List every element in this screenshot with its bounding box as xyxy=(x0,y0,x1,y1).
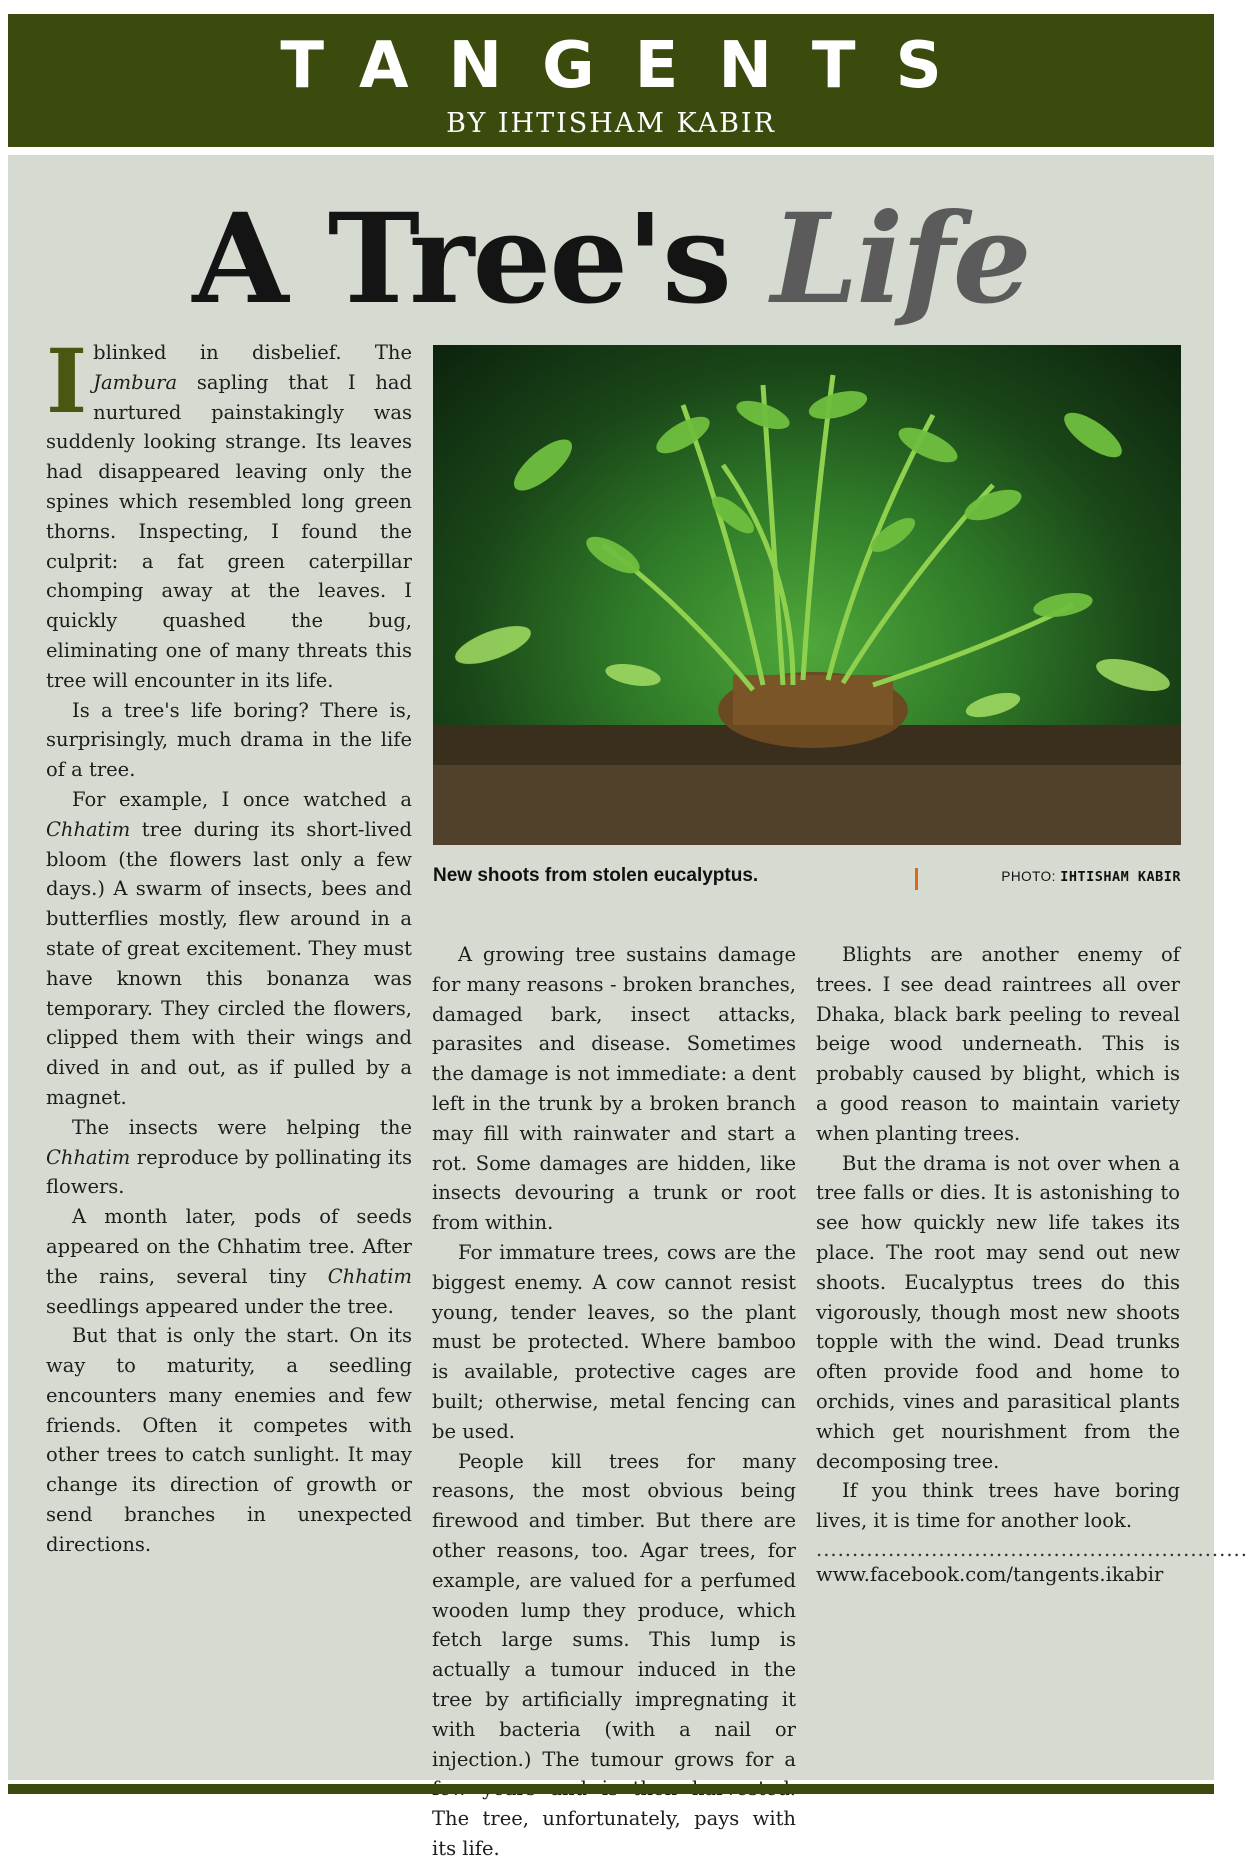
credit-label: PHOTO: xyxy=(1001,869,1056,884)
masthead xyxy=(8,14,1214,147)
caption-divider xyxy=(915,868,918,890)
text-span: sapling that I had nurtured painstakingly was suddenly looking strange. Its leaves had disappeared leaving only the spines which resembled long green thorns. Inspecting, I found the culprit: a fat green caterpillar chomping away at the leaves. I quickly quashed the bug, eliminating one of many threats this tree will encounter in its life. xyxy=(46,370,412,692)
credit-name: IHTISHAM KABIR xyxy=(1060,869,1181,885)
photo-caption xyxy=(433,865,1181,895)
text-span: seedlings appeared under the tree. xyxy=(46,1294,394,1318)
bottom-rule xyxy=(8,1784,1214,1794)
caption-text: New shoots from stolen eucalyptus. xyxy=(433,865,759,886)
photo-illustration xyxy=(433,345,1181,845)
paragraph-8: For immature trees, cows are the biggest enemy. A cow cannot resist young, tender leaves, so the plant must be protected. Where bamboo is available, protective cages are built; otherwise, metal fencing can be used. xyxy=(432,1240,796,1443)
paragraph-6: But that is only the start. On its way to maturity, a seedling encounters many enemies and few friends. Often it competes with other trees to catch sunlight. It may change its direction of growth or send branches in unexpected directions. xyxy=(46,1324,412,1556)
paragraph-4 xyxy=(46,1113,412,1202)
paragraph-12: If you think trees have boring lives, it is time for another look. xyxy=(816,1479,1180,1533)
italic-term: Chhatim xyxy=(327,1264,412,1288)
headline xyxy=(8,185,1214,335)
drop-cap: I xyxy=(46,329,88,433)
headline-main: A Tree's xyxy=(192,187,730,332)
separator-dots: ............................................................ xyxy=(816,1537,1248,1561)
text-span: The insects were helping the xyxy=(72,1115,412,1139)
facebook-link[interactable]: www.facebook.com/tangents.ikabir xyxy=(816,1562,1164,1586)
paragraph-7: A growing tree sustains damage for many reasons - broken branches, damaged bark, insect attacks, parasites and disease. Sometimes the damage is not immediate: a dent left in the trunk by a broken branch may fill with rainwater and start a rot. Some damages are hidden, like insects devouring a trunk or root from within. xyxy=(432,943,796,1235)
column-byline: BY IHTISHAM KABIR xyxy=(446,108,776,139)
column-2 xyxy=(432,940,796,1864)
photo-eucalyptus-shoots xyxy=(433,345,1181,845)
photo-credit xyxy=(1001,869,1181,885)
column-title: TANGENTS xyxy=(280,29,982,103)
text-span: blinked in disbelief. The xyxy=(93,341,412,364)
text-span: tree during its short-lived bloom (the flowers last only a few days.) A swarm of insects, bees and butterflies mostly, flew around in a state of great excitement. They must have known this bonanza was temporary. They circled the flowers, clipped them with their wings and dived in and out, as if pulled by a magnet. xyxy=(46,817,412,1109)
column-3 xyxy=(816,940,1248,1590)
paragraph-1 xyxy=(46,329,412,696)
article-panel xyxy=(8,155,1248,1860)
text-span: reproduce by pollinating its flowers. xyxy=(46,1145,412,1199)
italic-term: Chhatim xyxy=(46,817,131,841)
text-span: For example, I once watched a xyxy=(72,787,412,811)
paragraph-2: Is a tree's life boring? There is, surprisingly, much drama in the life of a tree. xyxy=(46,698,412,782)
italic-term: Chhatim xyxy=(46,1145,131,1169)
paragraph-9: People kill trees for many reasons, the most obvious being firewood and timber. But there are other reasons, too. Agar trees, for example, are valued for a perfumed wooden lump they produce, which fetch large sums. This lump is actually a tumour induced in the tree by artificially impregnating it with bacteria (with a nail or injection.) The tumour grows for a The tree, unfortunately, pays with its life. xyxy=(432,1449,796,1860)
paragraph-5 xyxy=(46,1202,412,1321)
paragraph-3 xyxy=(46,785,412,1113)
text-span: A month later, pods of seeds appeared on the Chhatim tree. After the rains, several tiny xyxy=(46,1205,412,1288)
paragraph-11: But the drama is not over when a tree falls or dies. It is astonishing to see how quickly new life takes its place. The root may send out new shoots. Eucalyptus trees do this vigorously, though most new shoots topple with the wind. Dead trunks often provide food and home to orchids, vines and parasitical plants which get nourishment from the decomposing tree. xyxy=(816,1151,1180,1473)
italic-term: Jambura xyxy=(93,370,178,394)
headline-italic: Life xyxy=(771,187,1030,332)
paragraph-10: Blights are another enemy of trees. I see dead raintrees all over Dhaka, black bark peeling to reveal beige wood underneath. This is probably caused by blight, which is a good reason to maintain variety when planting trees. xyxy=(816,943,1180,1145)
column-1 xyxy=(46,329,412,1560)
